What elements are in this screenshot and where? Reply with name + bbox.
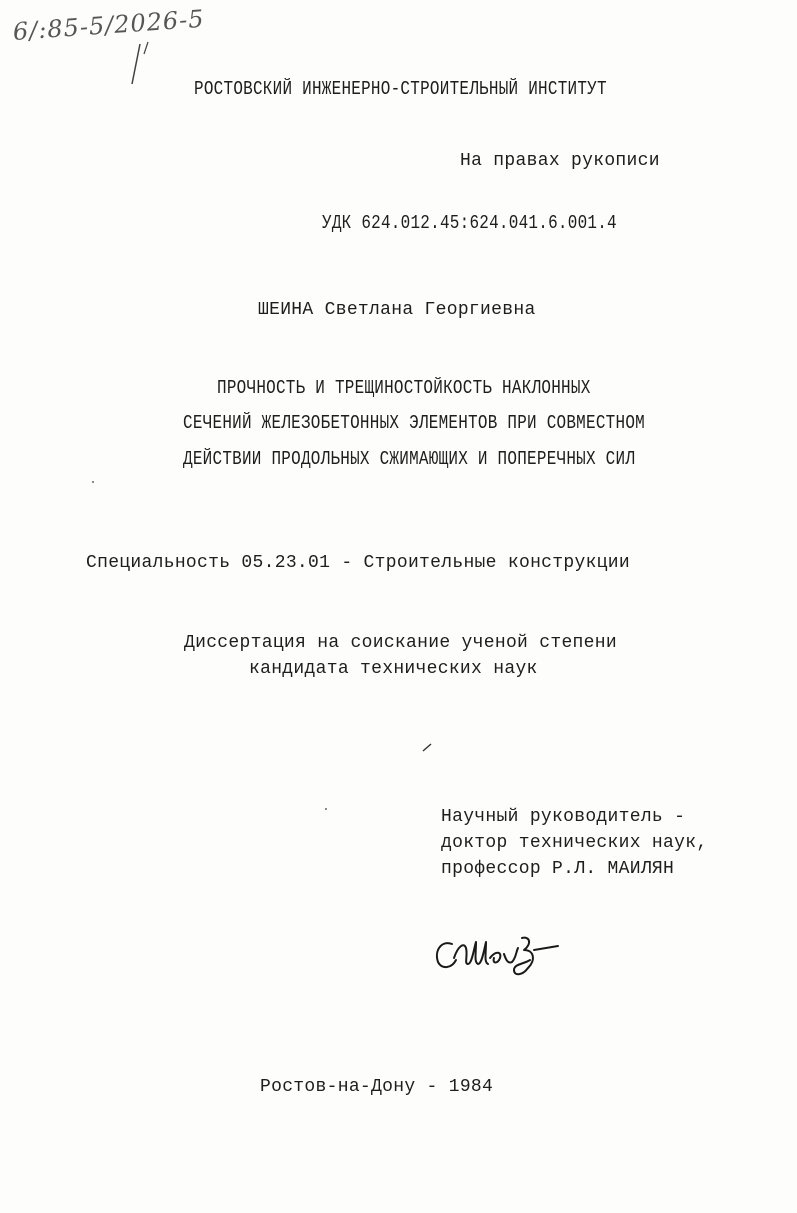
dissertation-line-1: Диссертация на соискание ученой степени xyxy=(184,633,617,653)
title-line-2: СЕЧЕНИЙ ЖЕЛЕЗОБЕТОННЫХ ЭЛЕМЕНТОВ ПРИ СОВМЕСТНОМ xyxy=(183,412,645,434)
scan-speck xyxy=(325,808,327,810)
place-year: Ростов-на-Дону - 1984 xyxy=(260,1077,494,1097)
specialty: Специальность 05.23.01 - Строительные конструкции xyxy=(86,553,630,573)
title-line-3: ДЕЙСТВИИ ПРОДОЛЬНЫХ СЖИМАЮЩИХ И ПОПЕРЕЧНЫХ СИЛ xyxy=(183,448,636,470)
institute-name: РОСТОВСКИЙ ИНЖЕНЕРНО-СТРОИТЕЛЬНЫЙ ИНСТИТУТ xyxy=(194,78,607,100)
author-name: ШЕИНА Светлана Георгиевна xyxy=(258,300,536,320)
handwritten-stroke-icon xyxy=(118,40,178,90)
scan-speck xyxy=(92,481,94,483)
title-line-1: ПРОЧНОСТЬ И ТРЕЩИНОСТОЙКОСТЬ НАКЛОННЫХ xyxy=(217,377,591,399)
dissertation-line-2: кандидата технических наук xyxy=(249,659,538,679)
supervisor-line-3: профессор Р.Л. МАИЛЯН xyxy=(441,859,675,879)
supervisor-line-2: доктор технических наук, xyxy=(441,833,708,853)
handwritten-archive-note: 6/:85-5/2026-5 xyxy=(12,4,206,46)
pen-tick-icon xyxy=(422,742,432,752)
udc-code: УДК 624.012.45:624.041.6.001.4 xyxy=(322,212,617,234)
supervisor-line-1: Научный руководитель - xyxy=(441,807,686,827)
manuscript-rights: На правах рукописи xyxy=(460,151,660,171)
author-signature-icon xyxy=(430,918,570,988)
